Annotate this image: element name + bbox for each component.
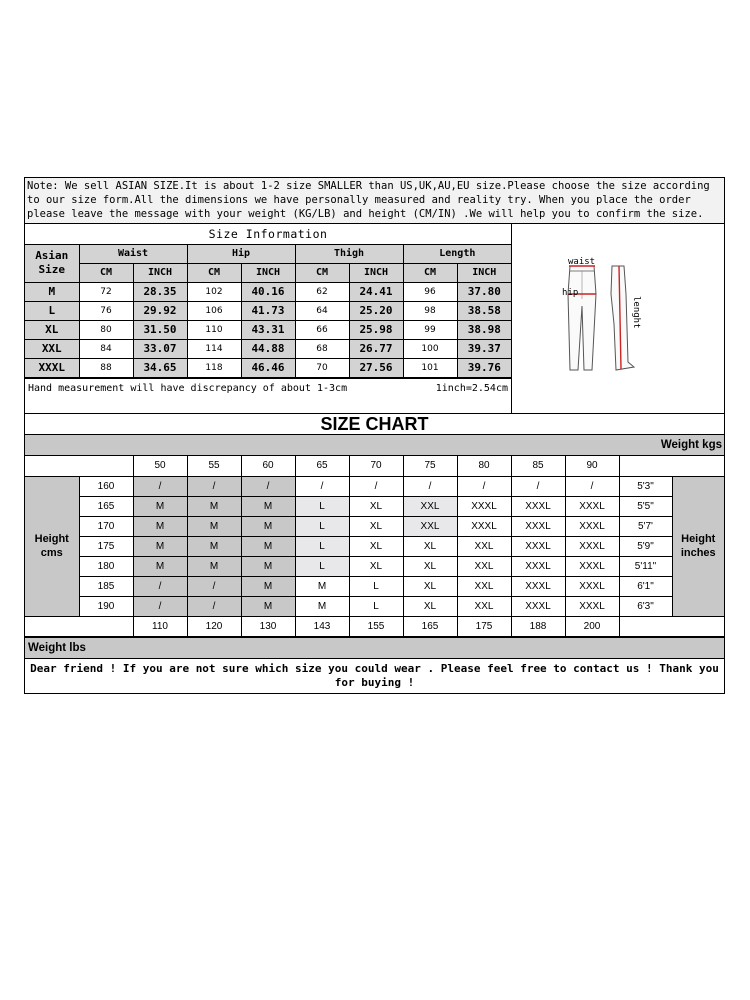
height-inches-label: Height inches	[672, 476, 724, 616]
unit-header: INCH	[349, 263, 403, 282]
weight-lbs-value: 143	[295, 616, 349, 636]
size-info-panel	[25, 224, 512, 413]
recommended-size: M	[241, 596, 295, 616]
weight-kg-value: 50	[133, 456, 187, 476]
height-inch-value: 5'3"	[619, 476, 672, 496]
height-cm-value: 190	[79, 596, 133, 616]
group-header: Hip	[187, 244, 295, 263]
cm-value: 70	[295, 358, 349, 377]
inch-value: 27.56	[349, 358, 403, 377]
size-chart-row	[25, 476, 724, 496]
cm-value: 62	[295, 282, 349, 301]
size-chart-row	[25, 496, 724, 516]
recommended-size: XXXL	[511, 536, 565, 556]
cm-value: 88	[79, 358, 133, 377]
weight-lbs-value: 165	[403, 616, 457, 636]
size-chart-table	[25, 456, 724, 637]
recommended-size: /	[403, 476, 457, 496]
inch-value: 44.88	[241, 339, 295, 358]
size-label: M	[25, 282, 79, 301]
cm-value: 99	[403, 320, 457, 339]
recommended-size: XL	[349, 516, 403, 536]
inch-value: 38.58	[457, 301, 511, 320]
unit-header: INCH	[457, 263, 511, 282]
weight-kg-value: 85	[511, 456, 565, 476]
weight-kg-value: 55	[187, 456, 241, 476]
size-info-row	[25, 358, 511, 377]
size-document	[24, 177, 725, 694]
pants-diagram	[512, 224, 724, 413]
hand-measurement-note: Hand measurement will have discrepancy of about 1-3cm	[28, 382, 348, 394]
weight-lbs-value: 175	[457, 616, 511, 636]
height-cm-value: 170	[79, 516, 133, 536]
recommended-size: XXL	[457, 576, 511, 596]
recommended-size: /	[133, 476, 187, 496]
cm-value: 72	[79, 282, 133, 301]
recommended-size: XXXL	[457, 516, 511, 536]
size-info-row	[25, 282, 511, 301]
inch-value: 41.73	[241, 301, 295, 320]
height-cm-value: 175	[79, 536, 133, 556]
inch-value: 25.98	[349, 320, 403, 339]
height-inch-value: 5'9"	[619, 536, 672, 556]
cm-value: 66	[295, 320, 349, 339]
weight-lbs-row	[25, 616, 724, 636]
recommended-size: XXXL	[565, 516, 619, 536]
recommended-size: XXL	[457, 596, 511, 616]
cm-value: 114	[187, 339, 241, 358]
weight-lbs-value: 188	[511, 616, 565, 636]
recommended-size: /	[187, 596, 241, 616]
inch-value: 37.80	[457, 282, 511, 301]
weight-kg-value: 60	[241, 456, 295, 476]
inch-value: 31.50	[133, 320, 187, 339]
unit-header: INCH	[133, 263, 187, 282]
recommended-size: L	[295, 496, 349, 516]
recommended-size: L	[295, 516, 349, 536]
size-chart-title: SIZE CHART	[25, 414, 724, 435]
height-cm-value: 165	[79, 496, 133, 516]
recommended-size: /	[457, 476, 511, 496]
size-label: XXXL	[25, 358, 79, 377]
recommended-size: XXXL	[565, 576, 619, 596]
unit-header: CM	[79, 263, 133, 282]
size-note: Note: We sell ASIAN SIZE.It is about 1-2 size SMALLER than US,UK,AU,EU size.Please choose the size according to our size form.All the dimensions we have personally measured and reality try. When you place the order please leave the message with your weight (KG/LB) and height (CM/IN) .We will help you to confirm the size.	[25, 178, 724, 224]
recommended-size: /	[187, 576, 241, 596]
inch-conversion-note: 1inch=2.54cm	[435, 382, 508, 394]
cm-value: 64	[295, 301, 349, 320]
recommended-size: M	[133, 496, 187, 516]
inch-value: 34.65	[133, 358, 187, 377]
size-info-section	[25, 224, 724, 414]
recommended-size: /	[511, 476, 565, 496]
recommended-size: XXXL	[511, 496, 565, 516]
weight-kg-value: 75	[403, 456, 457, 476]
weight-lbs-value: 155	[349, 616, 403, 636]
size-chart-row	[25, 576, 724, 596]
inch-value: 39.76	[457, 358, 511, 377]
cm-value: 84	[79, 339, 133, 358]
inch-value: 39.37	[457, 339, 511, 358]
recommended-size: M	[133, 556, 187, 576]
recommended-size: M	[295, 596, 349, 616]
weight-kg-value: 65	[295, 456, 349, 476]
height-cm-value: 185	[79, 576, 133, 596]
inch-value: 28.35	[133, 282, 187, 301]
recommended-size: XXL	[457, 536, 511, 556]
size-info-row	[25, 301, 511, 320]
footer-message: Dear friend ! If you are not sure which size you could wear . Please feel free to contact us ! Thank you for buying !	[30, 661, 719, 689]
empty-cell	[619, 456, 724, 476]
pants-measurement-illustration	[512, 224, 724, 409]
recommended-size: M	[241, 556, 295, 576]
recommended-size: XXXL	[511, 516, 565, 536]
empty-cell	[25, 616, 133, 636]
length-label: lenght	[631, 296, 641, 329]
height-inch-value: 6'1"	[619, 576, 672, 596]
inch-value: 46.46	[241, 358, 295, 377]
cm-value: 100	[403, 339, 457, 358]
recommended-size: /	[349, 476, 403, 496]
unit-header: INCH	[241, 263, 295, 282]
recommended-size: L	[349, 576, 403, 596]
recommended-size: L	[295, 536, 349, 556]
height-inch-value: 5'7'	[619, 516, 672, 536]
size-chart-row	[25, 556, 724, 576]
recommended-size: /	[187, 476, 241, 496]
weight-kgs-label: Weight kgs	[25, 435, 724, 456]
recommended-size: XXXL	[565, 536, 619, 556]
size-chart-row	[25, 596, 724, 616]
hip-label: hip	[562, 288, 579, 298]
measurement-note-row	[25, 378, 511, 399]
size-label: XL	[25, 320, 79, 339]
weight-lbs-value: 130	[241, 616, 295, 636]
asian-size-header: Asian Size	[25, 244, 79, 282]
recommended-size: XXXL	[511, 596, 565, 616]
cm-value: 106	[187, 301, 241, 320]
cm-value: 96	[403, 282, 457, 301]
recommended-size: /	[241, 476, 295, 496]
recommended-size: M	[187, 536, 241, 556]
recommended-size: L	[295, 556, 349, 576]
recommended-size: XL	[403, 596, 457, 616]
size-info-row	[25, 320, 511, 339]
recommended-size: XXL	[457, 556, 511, 576]
height-cms-label: Height cms	[25, 476, 79, 616]
weight-kg-row	[25, 456, 724, 476]
cm-value: 102	[187, 282, 241, 301]
cm-value: 80	[79, 320, 133, 339]
height-inch-value: 5'11"	[619, 556, 672, 576]
height-cm-value: 180	[79, 556, 133, 576]
group-header: Thigh	[295, 244, 403, 263]
recommended-size: M	[241, 496, 295, 516]
recommended-size: XL	[349, 556, 403, 576]
recommended-size: XXL	[403, 516, 457, 536]
unit-header: CM	[187, 263, 241, 282]
recommended-size: M	[187, 556, 241, 576]
recommended-size: M	[133, 536, 187, 556]
height-inch-value: 5'5"	[619, 496, 672, 516]
recommended-size: M	[187, 496, 241, 516]
recommended-size: XL	[349, 496, 403, 516]
recommended-size: XXXL	[511, 576, 565, 596]
recommended-size: XL	[403, 556, 457, 576]
weight-lbs-label: Weight lbs	[25, 637, 724, 659]
size-label: XXL	[25, 339, 79, 358]
recommended-size: /	[565, 476, 619, 496]
inch-value: 29.92	[133, 301, 187, 320]
inch-value: 25.20	[349, 301, 403, 320]
size-chart-row	[25, 516, 724, 536]
cm-value: 98	[403, 301, 457, 320]
recommended-size: M	[295, 576, 349, 596]
recommended-size: M	[241, 516, 295, 536]
size-info-table	[25, 224, 511, 378]
size-chart-row	[25, 536, 724, 556]
cm-value: 118	[187, 358, 241, 377]
size-info-title: Size Information	[25, 224, 511, 244]
recommended-size: XL	[403, 576, 457, 596]
group-header: Waist	[79, 244, 187, 263]
weight-lbs-value: 200	[565, 616, 619, 636]
cm-value: 76	[79, 301, 133, 320]
recommended-size: L	[349, 596, 403, 616]
weight-kg-value: 90	[565, 456, 619, 476]
recommended-size: XXXL	[565, 556, 619, 576]
inch-value: 26.77	[349, 339, 403, 358]
recommended-size: M	[241, 576, 295, 596]
weight-kg-value: 70	[349, 456, 403, 476]
inch-value: 38.98	[457, 320, 511, 339]
empty-cell	[25, 456, 133, 476]
height-cm-value: 160	[79, 476, 133, 496]
unit-header: CM	[403, 263, 457, 282]
size-label: L	[25, 301, 79, 320]
recommended-size: XL	[403, 536, 457, 556]
inch-value: 43.31	[241, 320, 295, 339]
cm-value: 110	[187, 320, 241, 339]
recommended-size: /	[133, 576, 187, 596]
cm-value: 101	[403, 358, 457, 377]
weight-lbs-value: 120	[187, 616, 241, 636]
height-inch-value: 6'3"	[619, 596, 672, 616]
recommended-size: M	[241, 536, 295, 556]
waist-label: waist	[568, 257, 596, 267]
group-header: Length	[403, 244, 511, 263]
recommended-size: XXXL	[565, 596, 619, 616]
recommended-size: XXXL	[457, 496, 511, 516]
cm-value: 68	[295, 339, 349, 358]
recommended-size: /	[295, 476, 349, 496]
recommended-size: /	[133, 596, 187, 616]
weight-lbs-value: 110	[133, 616, 187, 636]
recommended-size: XXXL	[565, 496, 619, 516]
recommended-size: XL	[349, 536, 403, 556]
recommended-size: XXXL	[511, 556, 565, 576]
recommended-size: M	[133, 516, 187, 536]
recommended-size: XXL	[403, 496, 457, 516]
inch-value: 24.41	[349, 282, 403, 301]
unit-header: CM	[295, 263, 349, 282]
weight-kg-value: 80	[457, 456, 511, 476]
inch-value: 40.16	[241, 282, 295, 301]
recommended-size: M	[187, 516, 241, 536]
inch-value: 33.07	[133, 339, 187, 358]
size-info-row	[25, 339, 511, 358]
empty-cell	[619, 616, 724, 636]
